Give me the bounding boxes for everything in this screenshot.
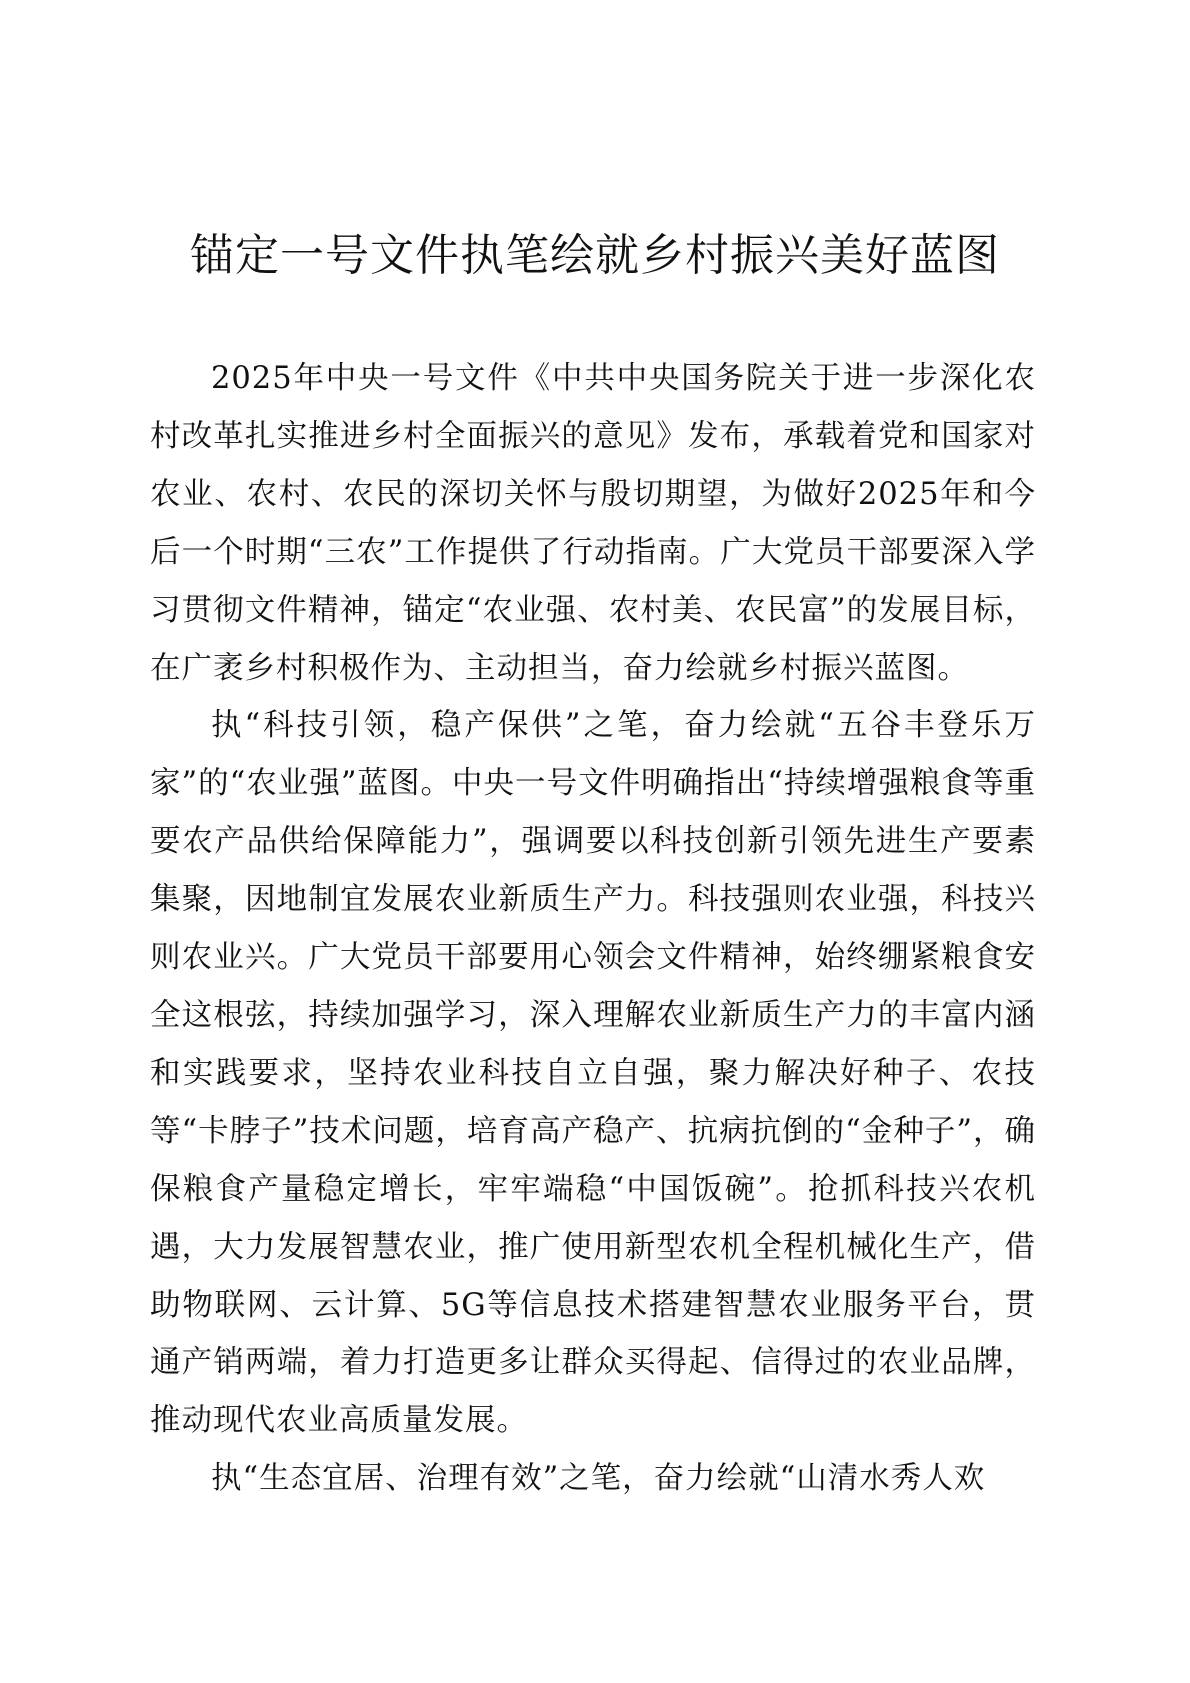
document-title: 锚定一号文件执笔绘就乡村振兴美好蓝图 <box>190 230 1000 281</box>
paragraph-intro: 2025年中央一号文件《中共中央国务院关于进一步深化农村改革扎实推进乡村全面振兴的意见》发布，承载着党和国家对农业、农村、农民的深切关怀与殷切期望，为做好2025年和今后一个时期“三农”工作提供了行动指南。广大党员干部要深入学习贯彻文件精神，锚定“农业强、农村美、农民富”的发展目标，在广袤乡村积极作为、主动担当，奋力绘就乡村振兴蓝图。 <box>150 361 1036 686</box>
document-body <box>150 350 1036 1508</box>
paragraph-agriculture-strong: 执“科技引领，稳产保供”之笔，奋力绘就“五谷丰登乐万家”的“农业强”蓝图。中央一号文件明确指出“持续增强粮食等重要农产品供给保障能力”，强调要以科技创新引领先进生产要素集聚，因地制宜发展农业新质生产力。科技强则农业强，科技兴则农业兴。广大党员干部要用心领会文件精神，始终绷紧粮食安全这根弦，持续加强学习，深入理解农业新质生产力的丰富内涵和实践要求，坚持农业科技自立自强，聚力解决好种子、农技等“卡脖子”技术问题，培育高产稳产、抗病抗倒的“金种子”，确保粮食产量稳定增长，牢牢端稳“中国饭碗”。抢抓科技兴农机遇，大力发展智慧农业，推广使用新型农机全程机械化生产，借助物联网、云计算、5G等信息技术搭建智慧农业服务平台，贯通产销两端，着力打造更多让群众买得起、信得过的农业品牌，推动现代农业高质量发展。 <box>150 708 1036 1439</box>
paragraph-ecology: 执“生态宜居、治理有效”之笔，奋力绘就“山清水秀人欢 <box>211 1461 986 1497</box>
